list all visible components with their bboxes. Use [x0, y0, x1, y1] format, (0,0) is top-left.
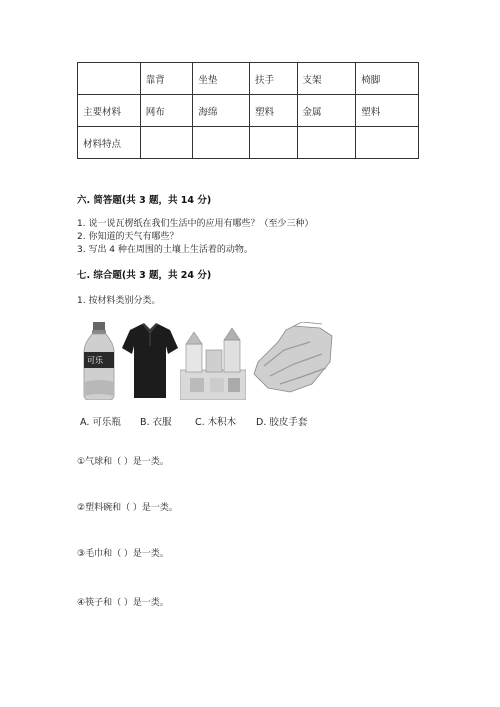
question-item: 2. 你知道的天气有哪些？: [77, 232, 179, 242]
bottle-label: 可乐: [87, 356, 103, 365]
table-cell: 塑料: [250, 95, 298, 127]
table-header-row: [78, 63, 419, 95]
fill-blank-item: ④筷子和（ ）是一类。: [77, 598, 169, 608]
table-cell: 靠背: [140, 63, 193, 95]
table-cell: 椅脚: [356, 63, 419, 95]
fill-blank-item: ②塑料碗和（ ）是一类。: [77, 503, 178, 513]
question-item: 3. 写出 4 种在周围的土壤上生活着的动物。: [77, 245, 253, 255]
table-cell: 坐垫: [193, 63, 250, 95]
option-label: C. 木积木: [195, 417, 237, 428]
answer-cell[interactable]: [193, 127, 250, 159]
fill-blank-item: ①气球和（ ）是一类。: [77, 457, 169, 467]
table-row: [78, 127, 419, 159]
table-cell: 主要材料: [78, 95, 141, 127]
section-6-title: 六. 简答题(共 3 题，共 14 分): [77, 195, 212, 206]
table-cell: 海绵: [193, 95, 250, 127]
table-cell: 扶手: [250, 63, 298, 95]
answer-cell[interactable]: [250, 127, 298, 159]
option-label: A. 可乐瓶: [80, 417, 121, 428]
table-cell: 支架: [297, 63, 356, 95]
option-label: B. 衣服: [140, 417, 172, 428]
table-cell: 网布: [140, 95, 193, 127]
table-cell: 材料特点: [78, 127, 141, 159]
section-7-title: 七. 综合题(共 3 题，共 24 分): [77, 270, 212, 281]
material-table: [77, 62, 419, 159]
option-label: D. 胶皮手套: [256, 417, 308, 428]
table-cell: [78, 63, 141, 95]
question-item: 1. 说一说瓦楞纸在我们生活中的应用有哪些？（至少三种）: [77, 219, 314, 229]
answer-cell[interactable]: [140, 127, 193, 159]
question-item: 1. 按材料类别分类。: [77, 296, 161, 306]
answer-cell[interactable]: [356, 127, 419, 159]
rubber-gloves-image: [250, 322, 334, 400]
table-cell: 塑料: [356, 95, 419, 127]
answer-cell[interactable]: [297, 127, 356, 159]
table-cell: 金属: [297, 95, 356, 127]
shirt-image: [122, 322, 178, 400]
table-row: [78, 95, 419, 127]
wooden-blocks-image: [180, 322, 246, 400]
fill-blank-item: ③毛巾和（ ）是一类。: [77, 549, 169, 559]
